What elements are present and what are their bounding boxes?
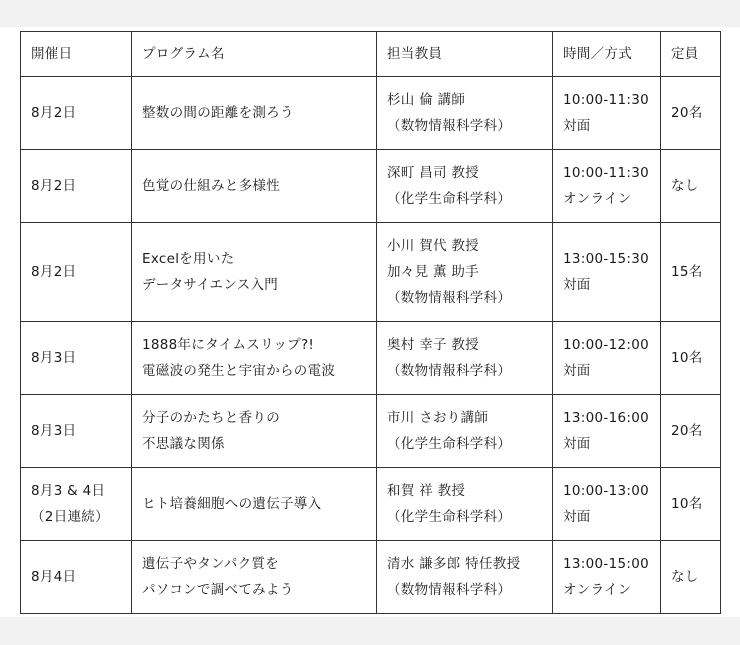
time-cell bbox=[553, 150, 661, 223]
capacity-cell: 10名 bbox=[661, 468, 721, 541]
format: オンライン bbox=[563, 582, 632, 598]
teacher-cell bbox=[377, 223, 553, 322]
time-cell bbox=[553, 468, 661, 541]
table-row bbox=[21, 77, 721, 150]
teacher-cell bbox=[377, 322, 553, 395]
program-name: 整数の間の距離を測ろう bbox=[142, 105, 294, 121]
program-name: ヒト培養細胞への遺伝子導入 bbox=[142, 496, 322, 512]
date-note: （2日連続） bbox=[31, 509, 109, 525]
time-cell bbox=[553, 322, 661, 395]
teacher-name: 小川 賀代 教授 bbox=[387, 238, 479, 254]
program-name: 遺伝子やタンパク質を bbox=[142, 556, 280, 572]
program-cell bbox=[132, 395, 377, 468]
capacity-cell: なし bbox=[661, 150, 721, 223]
header-teacher: 担当教員 bbox=[377, 32, 553, 77]
time-range: 13:00-15:30 bbox=[563, 251, 649, 267]
header-time-format: 時間／方式 bbox=[553, 32, 661, 77]
date-cell bbox=[21, 223, 132, 322]
table-row bbox=[21, 322, 721, 395]
time-range: 10:00-12:00 bbox=[563, 337, 649, 353]
program-cell bbox=[132, 223, 377, 322]
teacher-department: （化学生命科学科） bbox=[387, 436, 512, 452]
teacher-department: （化学生命科学科） bbox=[387, 191, 512, 207]
format: 対面 bbox=[563, 436, 591, 452]
teacher-department: （数物情報科学科） bbox=[387, 363, 512, 379]
time-cell bbox=[553, 223, 661, 322]
time-cell bbox=[553, 541, 661, 614]
date-cell bbox=[21, 77, 132, 150]
program-schedule-table bbox=[20, 31, 721, 614]
program-name: 分子のかたちと香りの bbox=[142, 410, 280, 426]
teacher-department: （数物情報科学科） bbox=[387, 118, 512, 134]
time-range: 10:00-11:30 bbox=[563, 165, 649, 181]
capacity-cell: なし bbox=[661, 541, 721, 614]
program-cell bbox=[132, 322, 377, 395]
table-row bbox=[21, 223, 721, 322]
program-name: 不思議な関係 bbox=[142, 436, 225, 452]
program-name: 色覚の仕組みと多様性 bbox=[142, 178, 280, 194]
format: 対面 bbox=[563, 509, 591, 525]
date-text: 8月3日 bbox=[31, 423, 77, 439]
program-cell bbox=[132, 77, 377, 150]
teacher-name: 和賀 祥 教授 bbox=[387, 483, 466, 499]
program-cell bbox=[132, 468, 377, 541]
format: 対面 bbox=[563, 363, 591, 379]
date-cell bbox=[21, 395, 132, 468]
capacity-cell: 10名 bbox=[661, 322, 721, 395]
date-text: 8月2日 bbox=[31, 105, 77, 121]
header-program: プログラム名 bbox=[132, 32, 377, 77]
teacher-department: （化学生命科学科） bbox=[387, 509, 512, 525]
capacity-cell: 20名 bbox=[661, 77, 721, 150]
format: オンライン bbox=[563, 191, 632, 207]
program-cell bbox=[132, 541, 377, 614]
header-date: 開催日 bbox=[21, 32, 132, 77]
capacity-cell: 15名 bbox=[661, 223, 721, 322]
date-text: 8月3日 bbox=[31, 350, 77, 366]
teacher-cell bbox=[377, 395, 553, 468]
program-name: 1888年にタイムスリップ?! bbox=[142, 337, 315, 353]
date-text: 8月3 & 4日 bbox=[31, 483, 106, 499]
program-cell bbox=[132, 150, 377, 223]
time-cell bbox=[553, 77, 661, 150]
table-row bbox=[21, 541, 721, 614]
table-row bbox=[21, 468, 721, 541]
date-cell bbox=[21, 468, 132, 541]
program-name: 電磁波の発生と宇宙からの電波 bbox=[142, 363, 336, 379]
teacher-name: 市川 さおり講師 bbox=[387, 410, 489, 426]
date-cell bbox=[21, 541, 132, 614]
time-range: 10:00-13:00 bbox=[563, 483, 649, 499]
table-row bbox=[21, 395, 721, 468]
format: 対面 bbox=[563, 118, 591, 134]
teacher-name: 深町 昌司 教授 bbox=[387, 165, 479, 181]
program-name: パソコンで調べてみよう bbox=[142, 582, 294, 598]
program-name: Excelを用いた bbox=[142, 251, 235, 267]
time-range: 10:00-11:30 bbox=[563, 92, 649, 108]
capacity-cell: 20名 bbox=[661, 395, 721, 468]
teacher-name: 清水 謙多郎 特任教授 bbox=[387, 556, 521, 572]
teacher-department: （数物情報科学科） bbox=[387, 290, 512, 306]
time-cell bbox=[553, 395, 661, 468]
program-name: データサイエンス入門 bbox=[142, 277, 279, 293]
date-text: 8月2日 bbox=[31, 178, 77, 194]
header-capacity: 定員 bbox=[661, 32, 721, 77]
date-text: 8月2日 bbox=[31, 264, 77, 280]
header-row bbox=[21, 32, 721, 77]
format: 対面 bbox=[563, 277, 591, 293]
date-text: 8月4日 bbox=[31, 569, 77, 585]
teacher-cell bbox=[377, 77, 553, 150]
teacher-name: 奥村 幸子 教授 bbox=[387, 337, 479, 353]
teacher-cell bbox=[377, 541, 553, 614]
date-cell bbox=[21, 150, 132, 223]
time-range: 13:00-15:00 bbox=[563, 556, 649, 572]
date-cell bbox=[21, 322, 132, 395]
teacher-department: （数物情報科学科） bbox=[387, 582, 512, 598]
time-range: 13:00-16:00 bbox=[563, 410, 649, 426]
teacher-cell bbox=[377, 150, 553, 223]
teacher-name: 杉山 倫 講師 bbox=[387, 92, 466, 108]
teacher-name: 加々見 薫 助手 bbox=[387, 264, 479, 280]
table-row bbox=[21, 150, 721, 223]
page bbox=[0, 27, 740, 617]
teacher-cell bbox=[377, 468, 553, 541]
